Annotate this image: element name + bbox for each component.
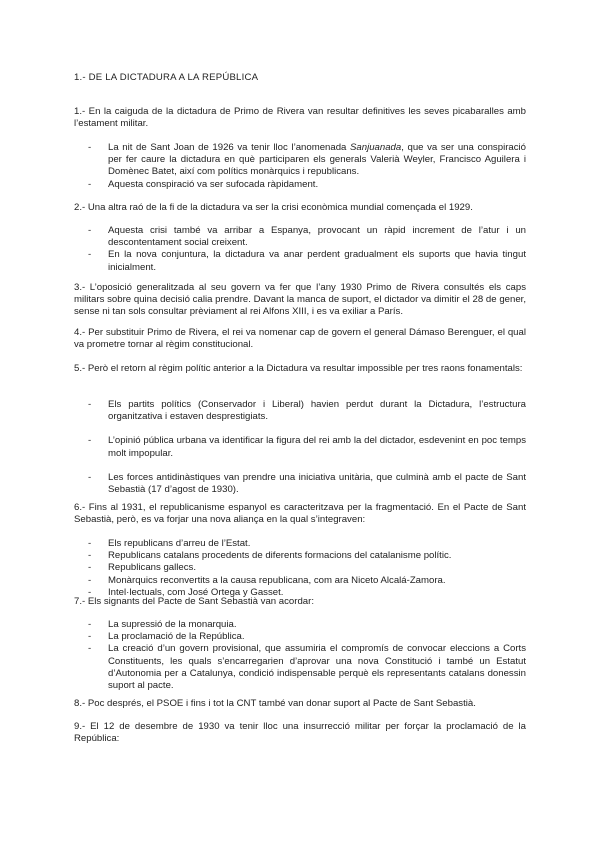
bullet-dash: - — [88, 562, 92, 574]
paragraph-7: 7.- Els signants del Pacte de Sant Sebastià van acordar: — [74, 596, 314, 607]
list-item-text: L’opinió pública urbana va identificar la figura del rei amb la del dictador, esdevenint en poc temps molt impopular. — [108, 435, 526, 459]
paragraph-9: 9.- El 12 de desembre de 1930 va tenir lloc una insurrecció militar per forçar la proclamació de la República: — [74, 721, 526, 745]
list-item-text: Republicans catalans procedents de diferents formacions del catalanisme polític. — [108, 550, 452, 562]
bullet-dash: - — [88, 574, 92, 586]
bullet-dash: - — [88, 471, 92, 483]
list-item-text: Els republicans d’arreu de l’Estat. — [108, 538, 251, 549]
list-item — [88, 225, 526, 249]
list-5 — [88, 399, 526, 496]
list-7 — [88, 619, 526, 692]
list-item-text: Monàrquics reconvertits a la causa republicana, com ara Niceto Alcalá-Zamora. — [108, 574, 446, 586]
paragraph-2: 2.- Una altra raó de la fi de la dictadura va ser la crisi econòmica mundial començada el 1929. — [74, 202, 473, 213]
list-item-text-tail: , que va ser una conspiració per fer caure la dictadura en què participaren els generals Valerià Weyler, Francisco Aguilera i Domènec Batet, així com polítics monàrquics i republicans. — [108, 142, 526, 178]
bullet-dash: - — [88, 399, 92, 410]
list-item — [88, 249, 526, 273]
paragraph-8: 8.- Poc després, el PSOE i fins i tot la CNT també van donar suport al Pacte de Sant Sebastià. — [74, 698, 476, 709]
bullet-dash: - — [88, 619, 92, 630]
list-item-text: La proclamació de la República. — [108, 631, 245, 643]
list-item-text-lead: La nit de Sant Joan de 1926 va tenir lloc l’anomenada — [108, 142, 350, 153]
list-item — [88, 399, 526, 423]
bullet-dash: - — [88, 249, 92, 261]
paragraph-6: 6.- Fins al 1931, el republicanisme espanyol es caracteritzava per la fragmentació. En el Pacte de Sant Sebastià, però, es va forjar una nova aliança en la qual s’integraven: — [74, 502, 526, 526]
bullet-dash: - — [88, 538, 92, 549]
list-item — [88, 619, 526, 631]
list-item-text: Republicans gallecs. — [108, 562, 196, 574]
list-item-text: La creació d’un govern provisional, que assumiria el compromís de convocar eleccions a Corts Constituents, les quals s’encarregarien d’aprovar una nova Constitució i també un Estatut d’Autonomia per a Catalunya, condició indispensable perquè els representants catalans donessin suport al pacte. — [108, 643, 526, 692]
bullet-dash: - — [88, 631, 92, 643]
bullet-dash: - — [88, 643, 92, 655]
list-item — [88, 179, 526, 191]
list-item — [88, 435, 526, 459]
list-item-text: Els partits polítics (Conservador i Liberal) havien perdut durant la Dictadura, l’estructura organitzativa i estaven desprestigiats. — [108, 399, 526, 423]
list-item — [88, 631, 526, 643]
list-2 — [88, 225, 526, 274]
page-title: 1.- DE LA DICTADURA A LA REPÚBLICA — [74, 72, 259, 83]
paragraph-3: 3.- L’oposició generalitzada al seu govern va fer que l’any 1930 Primo de Rivera consultés els caps militars sobre quina decisió calia prendre. Davant la manca de suport, el dictador va dimitir el 28 de gener, sense ni tan sols consultar prèviament al rei Alfons XIII, i es va exiliar a París. — [74, 282, 526, 318]
list-item — [88, 575, 526, 587]
list-item — [88, 142, 526, 179]
list-item-text: Intel·lectuals, com José Ortega y Gasset. — [108, 586, 284, 598]
list-item-text: Aquesta conspiració va ser sufocada ràpidament. — [108, 178, 319, 190]
list-item — [88, 643, 526, 692]
paragraph-1: 1.- En la caiguda de la dictadura de Primo de Rivera van resultar definitives les seves picabaralles amb l’estament militar. — [74, 106, 526, 130]
paragraph-5: 5.- Però el retorn al règim polític anterior a la Dictadura va resultar impossible per tres raons fonamentals: — [74, 363, 523, 374]
bullet-dash: - — [88, 435, 92, 447]
list-item — [88, 472, 526, 496]
list-item — [88, 538, 526, 550]
bullet-dash: - — [88, 178, 92, 190]
list-item-text — [108, 142, 526, 177]
list-item-text: En la nova conjuntura, la dictadura va anar perdent gradualment els suports que havia tingut inicialment. — [108, 249, 526, 273]
list-1 — [88, 142, 526, 191]
bullet-dash: - — [88, 586, 92, 598]
bullet-dash: - — [88, 550, 92, 562]
list-item-text: Les forces antidinàstiques van prendre una iniciativa unitària, que culminà amb el pacte de Sant Sebastià (17 d’agost de 1930). — [108, 471, 526, 496]
list-item-text: Aquesta crisi també va arribar a Espanya, provocant un ràpid increment de l’atur i un descontentament social creixent. — [108, 225, 526, 249]
list-6 — [88, 538, 526, 599]
paragraph-4: 4.- Per substituir Primo de Rivera, el rei va nomenar cap de govern el general Dámaso Berenguer, el qual va prometre tornar al règim constitucional. — [74, 327, 526, 351]
list-item — [88, 550, 526, 562]
list-item — [88, 562, 526, 574]
bullet-dash: - — [88, 225, 92, 236]
list-item-text: La supressió de la monarquia. — [108, 619, 237, 630]
bullet-dash: - — [88, 142, 92, 153]
emphasis-term: Sanjuanada — [350, 142, 402, 153]
